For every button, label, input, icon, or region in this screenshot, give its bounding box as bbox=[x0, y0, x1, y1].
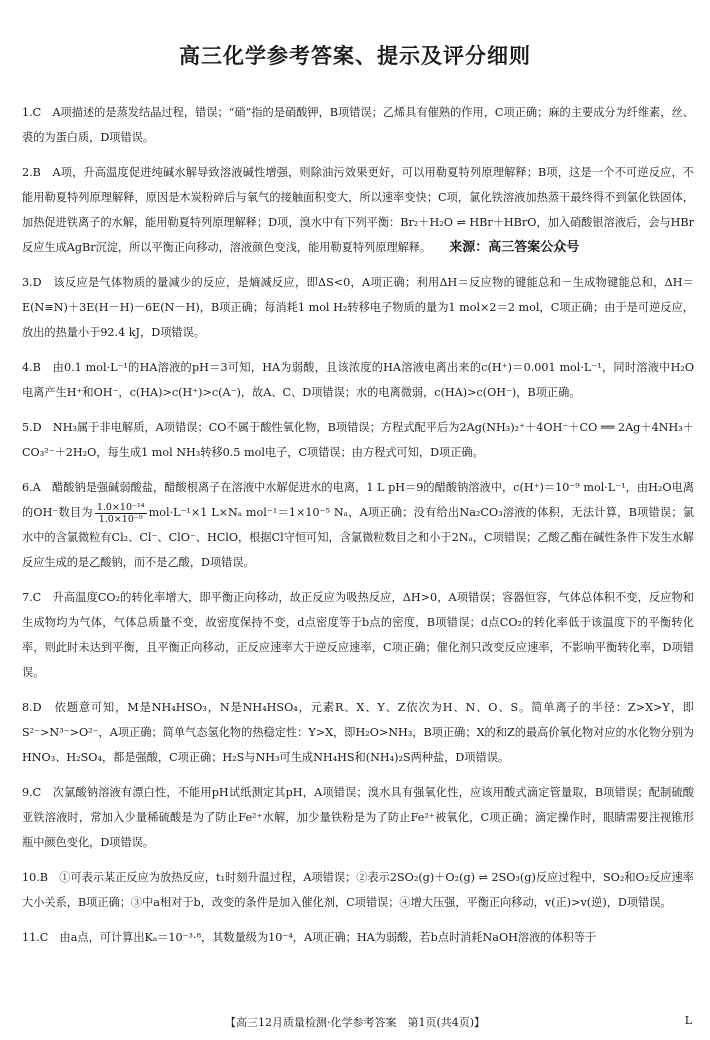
answer-item-2 bbox=[22, 160, 694, 260]
answer-item-9: 9.C 次氯酸钠溶液有漂白性，不能用pH试纸测定其pH，A项错误；溴水具有强氧化性，应该用酸式滴定管量取，B项错误；配制硫酸亚铁溶液时，常加入少量稀硫酸是为了防止Fe²⁺水解，加少量铁粉是为了防止Fe²⁺被氧化，C项正确；滴定操作时，眼睛需要注视锥形瓶中颜色变化，D项错误。 bbox=[22, 786, 694, 849]
page-footer: 【高三12月质量检测·化学参考答案 第1页(共4页)】 bbox=[224, 1016, 486, 1029]
answer-item-7: 7.C 升高温度CO₂的转化率增大，即平衡正向移动，故正反应为吸热反应，ΔH>0，A项错误；容器恒容，气体总体积不变，反应物和生成物均为气体，气体总质量不变，故密度保持不变，d点密度等于b点的密度，B项错误；d点CO₂的转化率低于该温度下的平衡转化率，则此时未达到平衡，且平衡正向移动，正反应速率大于逆反应速率，C项正确；催化剂只改变反应速率，不影响平衡转化率，D项错误。 bbox=[22, 591, 694, 679]
answer-item-2-text: 2.B A项，升高温度促进纯碱水解导致溶液碱性增强，则除油污效果更好，可以用勒夏特列原理解释；B项，这是一个不可逆反应，不能用勒夏特列原理解释，原因是木炭粉碎后与氧气的接触面积变大，所以速率变快；C项，氯化铁溶液加热蒸干最终得不到氯化铁固体，加热促进铁离子的水解，能用勒夏特列原理解释；D项，溴水中有下列平衡：Br₂＋H₂O ⇌ HBr＋HBrO，加入硝酸银溶液后，会与HBr反应生成AgBr沉淀，所以平衡正向移动，溶液颜色变浅，能用勒夏特列原理解释。 bbox=[22, 166, 694, 254]
answer-item-1: 1.C A项描述的是蒸发结晶过程，错误；“硝”指的是硝酸钾，B项错误；乙烯具有催熟的作用，C项正确；麻的主要成分为纤维素，丝、裘的为蛋白质，D项错误。 bbox=[22, 106, 694, 144]
answer-item-8: 8.D 依题意可知，M是NH₄HSO₃，N是NH₄HSO₄，元素R、X、Y、Z依次为H、N、O、S。简单离子的半径：Z>X>Y，即S²⁻>N³⁻>O²⁻，A项正确；简单气态氢化物的热稳定性：Y>X，即H₂O>NH₃，B项正确；X的和Z的最高价氧化物对应的水化物分别为HNO₃、H₂SO₄，都是强酸，C项正确；H₂S与NH₃可生成NH₄HS和(NH₄)₂S两种盐，D项错误。 bbox=[22, 701, 694, 764]
page-title: 高三化学参考答案、提示及评分细则 bbox=[179, 44, 531, 68]
answer-item-11: 11.C 由a点，可计算出Kₐ＝10⁻³·⁸，其数量级为10⁻⁴，A项正确；HA为弱酸，若b点时消耗NaOH溶液的体积等于 bbox=[22, 931, 597, 944]
watermark-source: 来源：高三答案公众号 bbox=[449, 240, 580, 255]
answer-item-10: 10.B ①可表示某正反应为放热反应，t₁时刻升温过程，A项错误；②表示2SO₂(g)＋O₂(g) ⇌ 2SO₃(g)反应过程中，SO₂和O₂反应速率大小关系，B项正确；③中a相对于b，改变的条件是加入催化剂，C项错误；④增大压强，平衡正向移动，v(正)>v(逆)，D项错误。 bbox=[22, 871, 694, 909]
answer-list bbox=[22, 100, 694, 960]
answer-item-5: 5.D NH₃属于非电解质，A项错误；CO不属于酸性氧化物，B项错误；方程式配平后为2Ag(NH₃)₂⁺＋4OH⁻＋CO ══ 2Ag＋4NH₃＋CO₃²⁻＋2H₂O，每生成1 mol NH₃转移0.5 mol电子，C项错误；由方程式可知，D项正确。 bbox=[22, 421, 694, 459]
footer-mark: L bbox=[684, 1014, 692, 1027]
fraction-numerator: 1.0×10⁻¹⁴ bbox=[96, 501, 145, 513]
answer-item-4: 4.B 由0.1 mol·L⁻¹的HA溶液的pH＝3可知，HA为弱酸，且该浓度的HA溶液电离出来的c(H⁺)＝0.001 mol·L⁻¹，同时溶液中H₂O电离产生H⁺和OH⁻，c(HA)>c(H⁺)>c(A⁻)，故A、C、D项错误；水的电离微弱，c(HA)>c(OH⁻)，B项正确。 bbox=[22, 361, 694, 399]
fraction-denominator: 1.0×10⁻⁹ bbox=[98, 513, 143, 525]
fraction bbox=[95, 502, 147, 525]
answer-item-6-part-a: 6.A 醋酸钠是强碱弱酸盐，醋酸根离子在溶液中水解促进水的电离，1 L pH＝9的醋酸钠溶液中，c(H⁺)＝10⁻⁹ mol·L⁻¹，由H₂O电离的OH⁻数目为 bbox=[22, 481, 694, 519]
answer-item-6-part-b: mol·L⁻¹×1 L×Nₐ mol⁻¹＝1×10⁻⁵ Nₐ，A项正确；没有给出Na₂CO₃溶液的体积，无法计算，B项错误；氯水中的含氯微粒有Cl₂、Cl⁻、ClO⁻、HClO，根据Cl守恒可知，含氯微粒数目之和小于2Nₐ，C项错误；乙酸乙酯在碱性条件下发生水解反应生成的是乙酸钠，而不是乙酸，D项错误。 bbox=[22, 506, 694, 569]
answer-item-3: 3.D 该反应是气体物质的量减少的反应，是熵减反应，即ΔS<0，A项正确；利用ΔH＝反应物的键能总和－生成物键能总和，ΔH＝E(N≡N)＋3E(H－H)－6E(N－H)，B项正确；每消耗1 mol H₂转移电子物质的量为1 mol×2＝2 mol，C项正确；由于是可逆反应，放出的热量小于92.4 kJ，D项错误。 bbox=[22, 276, 694, 339]
answer-item-6 bbox=[22, 475, 694, 575]
